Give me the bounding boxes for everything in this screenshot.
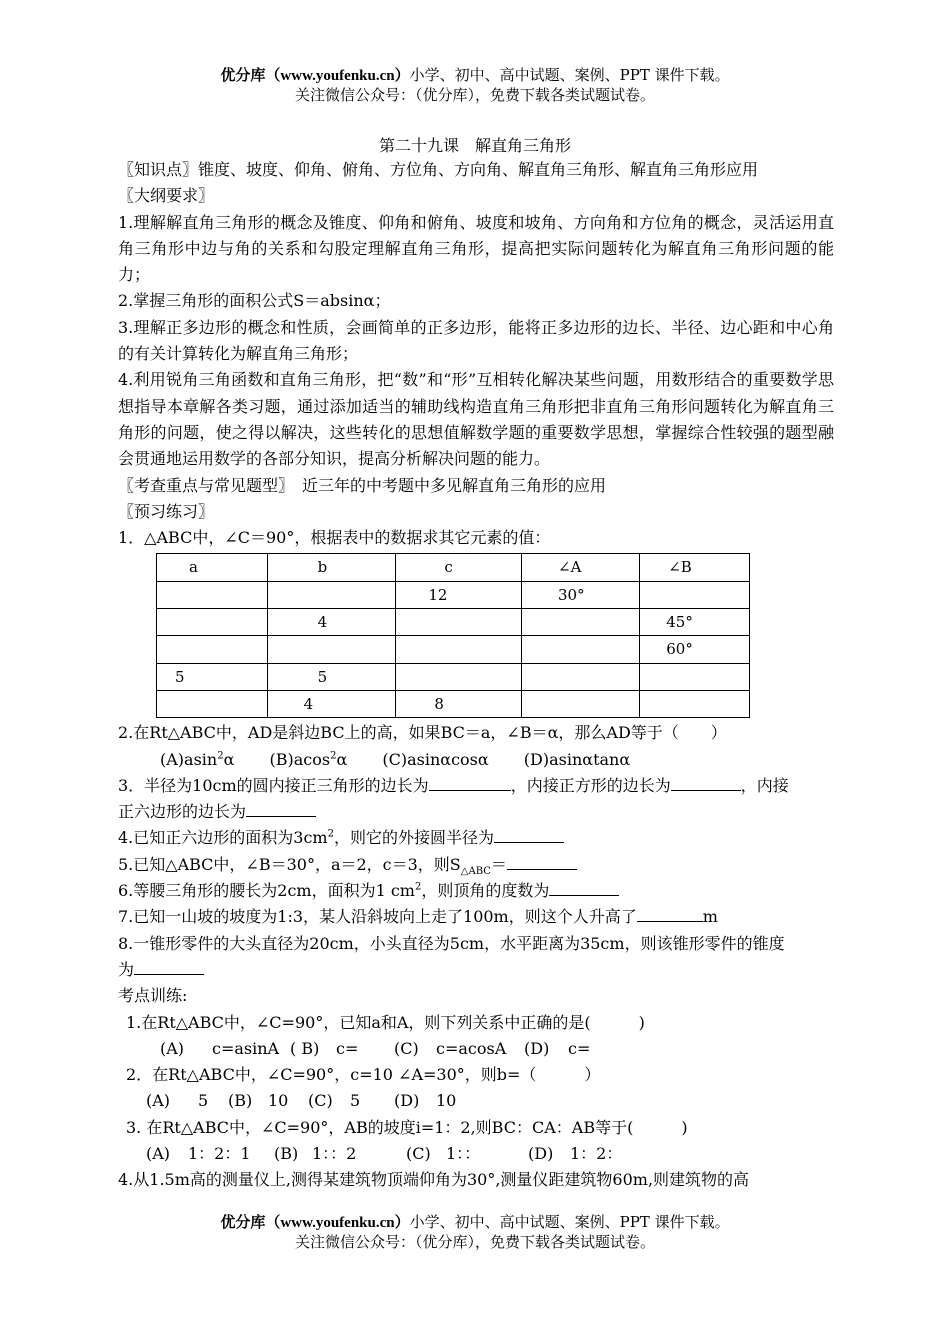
document-body [118, 157, 834, 1194]
table-cell [396, 663, 522, 690]
preview-q2-options [118, 747, 834, 773]
table-header-cell: ∠B [640, 554, 750, 581]
option-text: 10 [268, 1091, 289, 1111]
option-text: c=acosA [436, 1038, 507, 1058]
page-header [0, 66, 950, 105]
option-label: (A) [146, 1143, 171, 1163]
preview-q8-cont [118, 957, 834, 983]
table-cell: 60° [640, 636, 750, 663]
triangle-values-table [156, 553, 750, 718]
option-text: 1：2： [570, 1143, 623, 1163]
table-row [157, 690, 750, 717]
footer-line-2: 关注微信公众号：（优分库），免费下载各类试题试卷。 [294, 1233, 655, 1251]
preview-q4-tail: ，则它的外接圆半径为 [333, 828, 494, 848]
training-q1: 1.在Rt△ABC中，∠C=90°，已知a和A，则下列关系中正确的是( ) [126, 1012, 645, 1032]
table-cell [640, 663, 750, 690]
option-label: (C) [406, 1143, 431, 1163]
table-cell [396, 609, 522, 636]
training-q2: 2．在Rt△ABC中，∠C=90°，c=10 ∠A=30°，则b=（ ） [126, 1065, 601, 1085]
preview-q5 [118, 852, 834, 878]
option-label: ( B) [290, 1038, 320, 1058]
training-q1-options [118, 1036, 834, 1062]
preview-q3-text-3: ，内接 [740, 775, 789, 795]
option-text: 1：： [446, 1143, 481, 1163]
option-text: 1：2：1 [188, 1143, 251, 1163]
table-cell [267, 581, 396, 608]
answer-blank[interactable] [637, 906, 703, 922]
option-label: (C) [308, 1091, 333, 1111]
lesson-title: 第二十九课 解直角三角形 [378, 136, 571, 155]
table-cell: 30° [522, 581, 640, 608]
table-row [157, 663, 750, 690]
table-cell [396, 636, 522, 663]
preview-q7 [118, 904, 834, 930]
preview-q5-subscript: △ABC [460, 865, 491, 877]
table-header-cell: b [267, 554, 396, 581]
preview-q2: 2.在Rt△ABC中，AD是斜边BC上的高，如果BC＝a，∠B＝α，那么AD等于（ ） [118, 723, 727, 743]
table-cell [157, 609, 268, 636]
option-label: (B) [274, 1143, 299, 1163]
option-d: (D)asinαtanα [523, 749, 631, 769]
footer-line-1 [0, 1213, 950, 1233]
table-cell: 4 [267, 609, 396, 636]
preview-q4-text: 4.已知正六边形的面积为3cm [118, 828, 328, 848]
preview-q8-text-2: 为 [118, 959, 135, 979]
table-cell [522, 609, 640, 636]
option-label: (C) [394, 1038, 419, 1058]
table-cell [267, 636, 396, 663]
table-cell [157, 690, 268, 717]
table-cell [522, 663, 640, 690]
preview-q3-text-2: ，内接正方形的边长为 [510, 775, 671, 795]
option-a-text: (A)asin [160, 749, 218, 769]
table-header-cell: a [157, 554, 268, 581]
preview-q3 [118, 773, 834, 799]
option-a [160, 747, 234, 773]
option-label: (D) [524, 1038, 550, 1058]
header-line-1 [0, 66, 950, 86]
option-text: 5 [350, 1091, 361, 1111]
option-b-tail: α [336, 749, 348, 769]
table-cell [157, 636, 268, 663]
header-brand: 优分库（www.youfenku.cn） [220, 68, 410, 84]
answer-blank[interactable] [549, 880, 619, 896]
training-q3: 3. 在Rt△ABC中，∠C=90°，AB的坡度i=1：2,则BC：CA：AB等于( ) [126, 1117, 688, 1137]
header-line-2: 关注微信公众号：（优分库），免费下载各类试题试卷。 [294, 86, 655, 104]
table-header-cell: ∠A [522, 554, 640, 581]
answer-blank[interactable] [671, 775, 741, 791]
option-text: 10 [436, 1091, 457, 1111]
preview-q5-tail: ＝ [490, 854, 507, 874]
syllabus-heading: 〖大纲要求〗 [118, 186, 215, 206]
answer-blank[interactable] [507, 854, 577, 870]
table-row [157, 636, 750, 663]
option-label: (D) [528, 1143, 554, 1163]
option-text: c= [568, 1038, 591, 1058]
option-label: (D) [394, 1091, 420, 1111]
table-cell: 45° [640, 609, 750, 636]
answer-blank[interactable] [429, 775, 511, 791]
option-b [270, 747, 348, 773]
table-cell: 12 [396, 581, 522, 608]
option-text: c= [336, 1038, 359, 1058]
training-heading: 考点训练: [118, 986, 188, 1006]
table-cell: 5 [267, 663, 396, 690]
header-line-1-text: 小学、初中、高中试题、案例、PPT 课件下载。 [409, 66, 730, 84]
footer-brand: 优分库（www.youfenku.cn） [220, 1215, 410, 1231]
syllabus-item-2: 2.掌握三角形的面积公式S＝absinα； [118, 291, 391, 311]
option-b-text: (B)acos [269, 749, 331, 769]
preview-q6 [118, 878, 834, 904]
table-header-cell: c [396, 554, 522, 581]
exam-focus: 〖考查重点与常见题型〗 近三年的中考题中多见解直角三角形的应用 [118, 475, 607, 495]
table-header-row [157, 554, 750, 581]
table-cell [640, 690, 750, 717]
option-label: (A) [146, 1091, 171, 1111]
training-q2-options [118, 1088, 834, 1114]
table-cell: 4 [267, 690, 396, 717]
option-text: c=asinA [212, 1038, 280, 1058]
preview-q3-text-1: 3．半径为10cm的圆内接正三角形的边长为 [118, 775, 429, 795]
answer-blank[interactable] [246, 801, 316, 817]
table-row [157, 581, 750, 608]
table-cell: 5 [157, 663, 268, 690]
page-footer [0, 1213, 950, 1252]
option-a-tail: α [223, 749, 235, 769]
option-label: (A) [160, 1038, 185, 1058]
table-cell: 8 [396, 690, 522, 717]
preview-q8: 8.一锥形零件的大头直径为20cm，小头直径为5cm，水平距离为35cm，则该锥形零件的锥度 [118, 933, 785, 953]
option-a-superscript: 2 [217, 750, 224, 762]
answer-blank[interactable] [494, 827, 564, 843]
option-label: (B) [228, 1091, 253, 1111]
option-b-superscript: 2 [330, 750, 337, 762]
training-q4: 4.从1.5m高的测量仪上,测得某建筑物顶端仰角为30°,测量仪距建筑物60m,则建筑物的高 [118, 1170, 750, 1190]
option-text: 5 [198, 1091, 209, 1111]
knowledge-points: 〖知识点〗锥度、坡度、仰角、俯角、方位角、方向角、解直角三角形、解直角三角形应用 [118, 160, 759, 179]
preview-q6-tail: ，则顶角的度数为 [421, 881, 550, 901]
option-c: (C)asinαcosα [382, 749, 489, 769]
preview-q4 [118, 825, 834, 851]
preview-q3-text-4: 正六边形的边长为 [118, 802, 247, 822]
preview-q5-text: 5.已知△ABC中，∠B＝30°，a＝2，c＝3，则S [118, 854, 461, 874]
syllabus-item-4: 4.利用锐角三角函数和直角三角形，把“数”和“形”互相转化解决某些问题，用数形结合的重要数学思想指导本章解各类习题，通过添加适当的辅助线构造直角三角形把非直角三角形问题转化为解直角三角形的问题，使之得以解决，这些转化的思想值解数学题的重要数学思想，掌握综合性较强的题型融会贯通地运用数学的各部分知识，提高分析解决问题的能力。 [118, 370, 834, 469]
preview-q1: 1．△ABC中，∠C＝90°，根据表中的数据求其它元素的值： [118, 528, 551, 548]
table-cell [157, 581, 268, 608]
syllabus-item-1: 1.理解解直角三角形的概念及锥度、仰角和俯角、坡度和坡角、方向角和方位角的概念，灵活运用直角三角形中边与角的关系和勾股定理解直角三角形，提高把实际问题转化为解直角三角形问题的能力； [118, 212, 834, 285]
preview-q7-text: 7.已知一山坡的坡度为1:3，某人沿斜坡向上走了100m，则这个人升高了 [118, 907, 637, 927]
table-cell [522, 690, 640, 717]
training-q3-options [118, 1141, 834, 1167]
preview-q4-superscript: 2 [327, 829, 334, 841]
table-cell [522, 636, 640, 663]
option-text: 1：：2 [312, 1143, 357, 1163]
syllabus-item-3: 3.理解正多边形的概念和性质，会画简单的正多边形，能将正多边形的边长、半径、边心距和中心角的有关计算转化为解直角三角形； [118, 317, 834, 364]
answer-blank[interactable] [134, 959, 204, 975]
preview-q6-superscript: 2 [414, 881, 422, 893]
footer-line-1-text: 小学、初中、高中试题、案例、PPT 课件下载。 [409, 1213, 730, 1231]
table-cell [640, 581, 750, 608]
preview-q6-text: 6.等腰三角形的腰长为2cm，面积为1 cm [118, 881, 415, 901]
preview-heading: 〖预习练习〗 [118, 501, 215, 521]
table-row [157, 609, 750, 636]
preview-q3-cont [118, 799, 834, 825]
preview-q7-unit: m [702, 907, 718, 927]
